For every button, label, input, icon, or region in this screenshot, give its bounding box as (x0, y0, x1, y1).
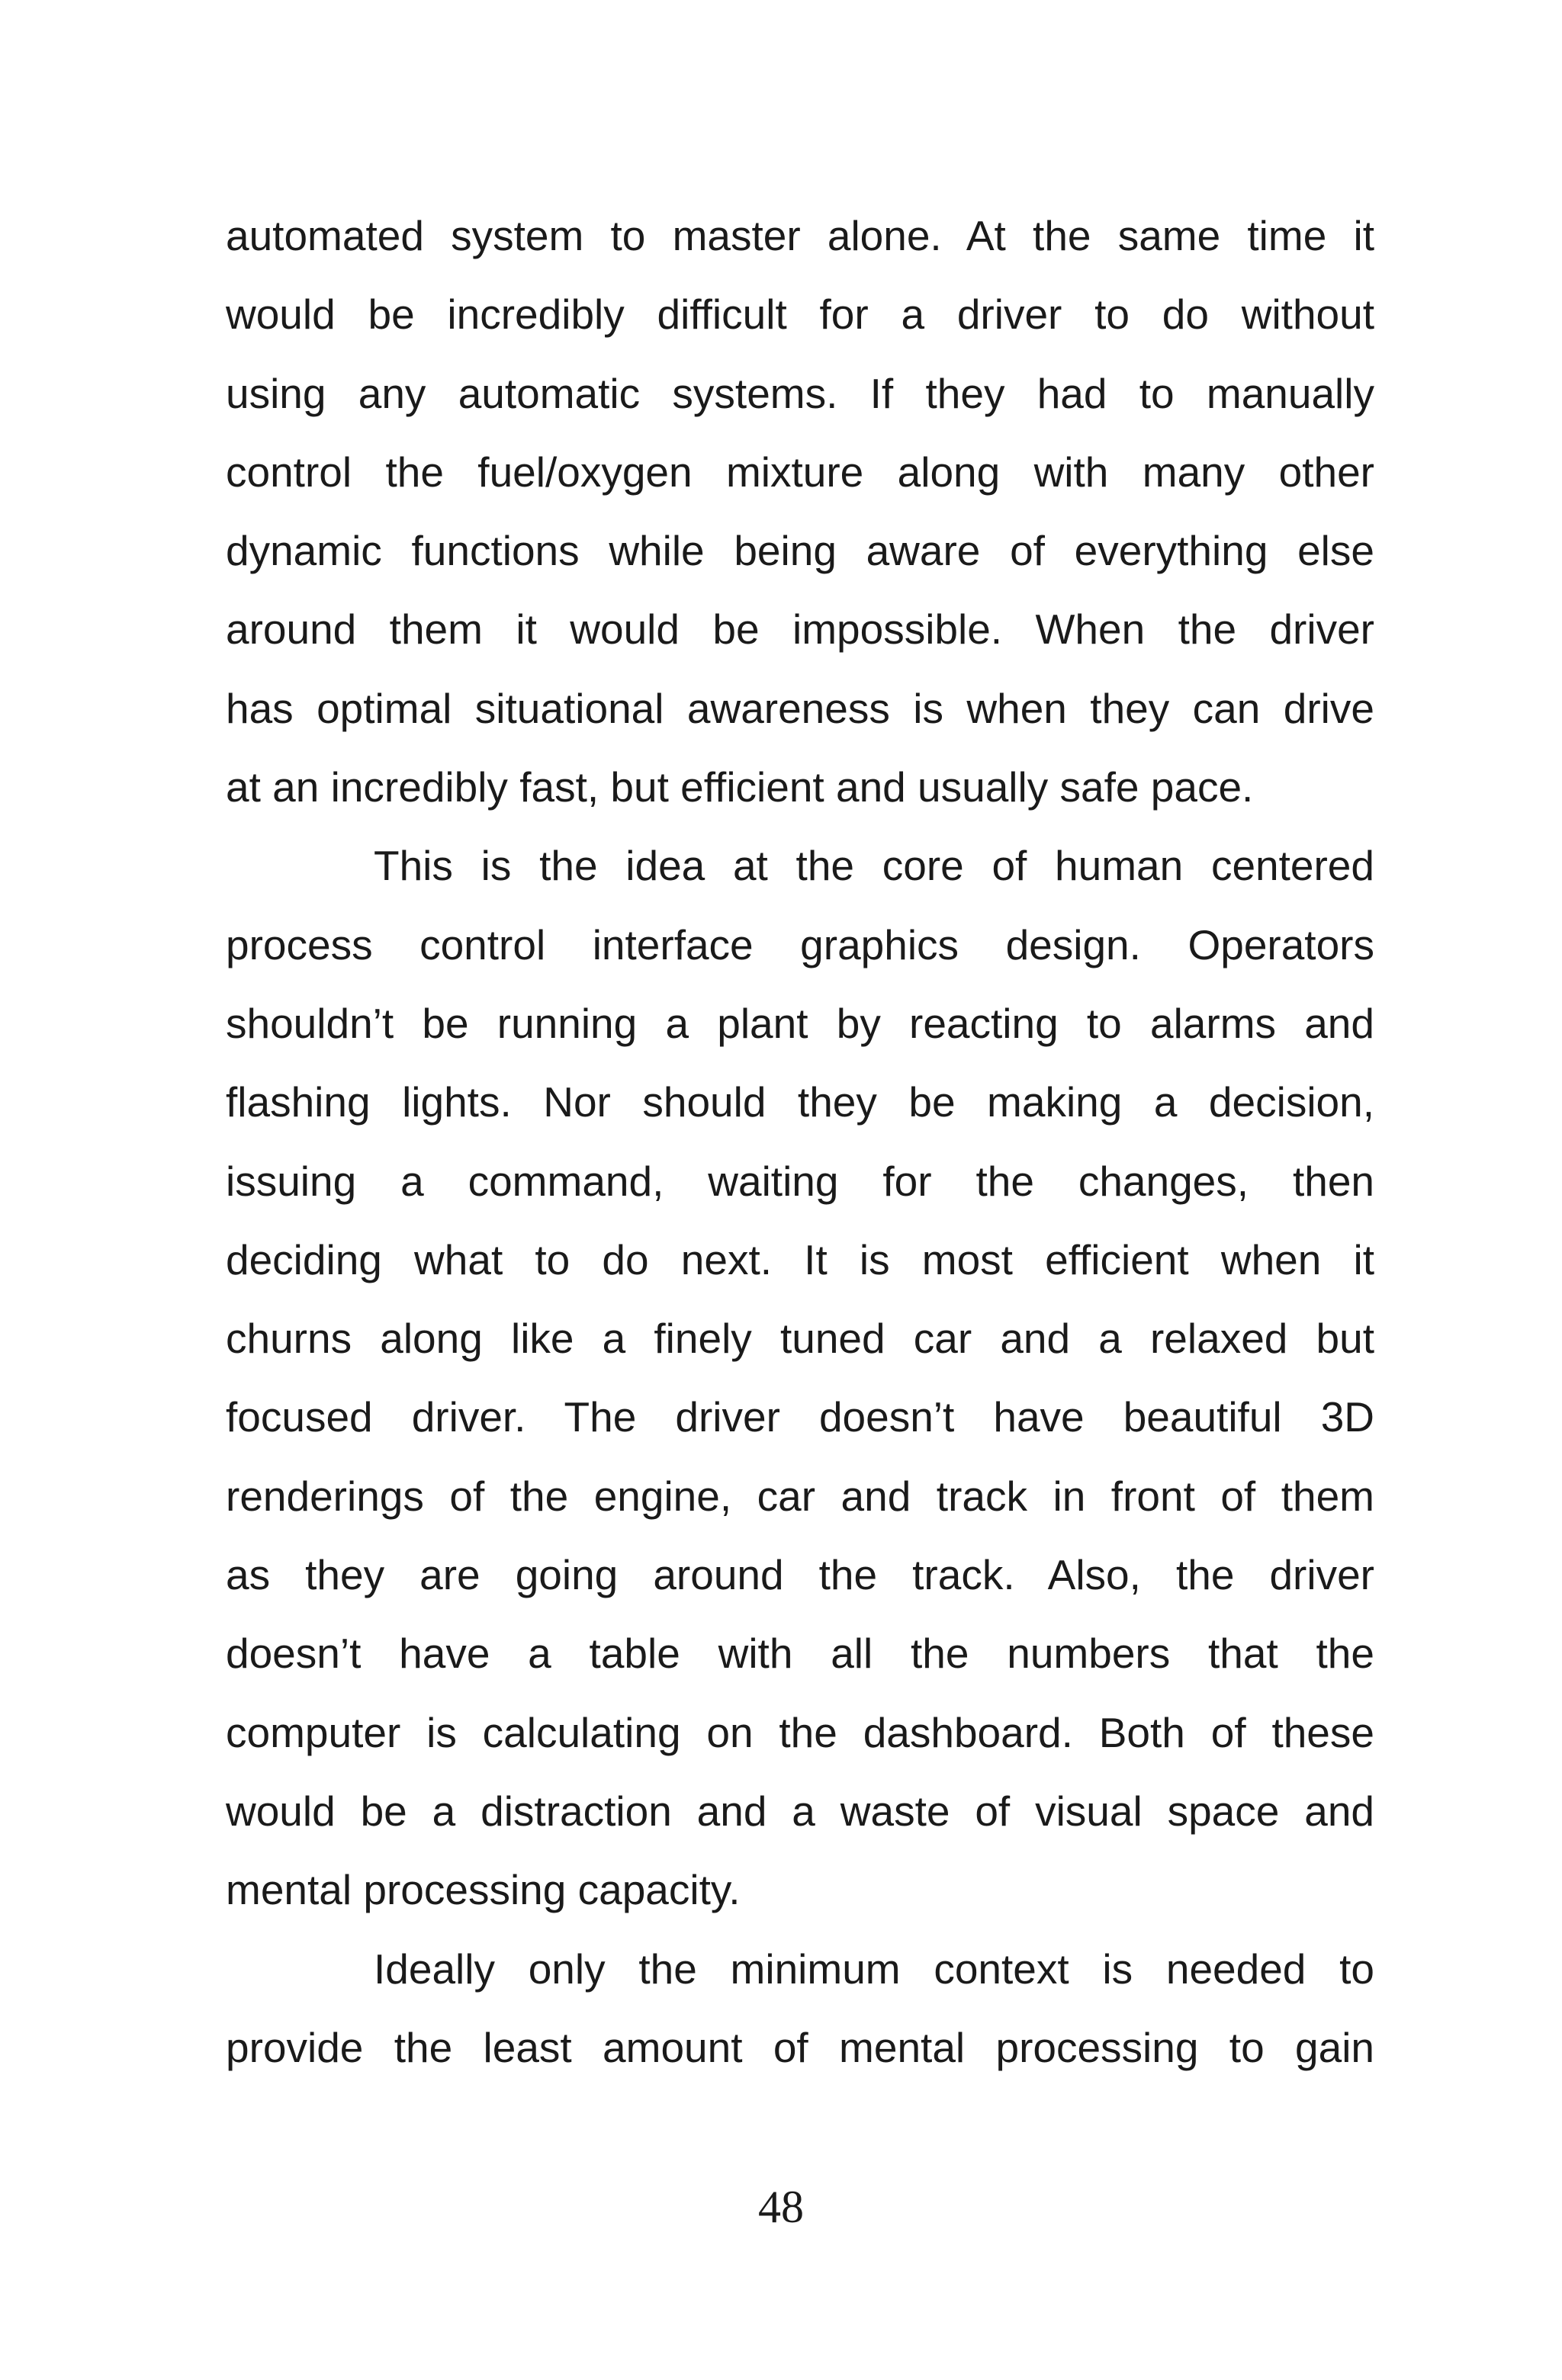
text-line: Ideally only the minimum context is needed to (374, 1945, 1374, 1993)
text-line: This is the idea at the core of human centered (374, 842, 1374, 890)
body-text (226, 197, 1374, 2087)
text-line: control the fuel/oxygen mixture along with many other (226, 448, 1374, 496)
text-line: provide the least amount of mental processing to gain (226, 2023, 1374, 2071)
text-line: around them it would be impossible. When the driver (226, 605, 1374, 654)
text-line: shouldn’t be running a plant by reacting to alarms and (226, 999, 1374, 1047)
text-line: focused driver. The driver doesn’t have beautiful 3D (226, 1393, 1374, 1441)
text-line: has optimal situational awareness is when they can drive (226, 684, 1374, 732)
text-line: dynamic functions while being aware of everything else (226, 527, 1374, 575)
text-line: mental processing capacity. (226, 1866, 741, 1914)
page-number: 48 (758, 2182, 804, 2232)
text-line: computer is calculating on the dashboard. Both of these (226, 1708, 1374, 1756)
text-line: deciding what to do next. It is most efficient when it (226, 1235, 1374, 1283)
text-line: at an incredibly fast, but efficient and usually safe pace. (226, 763, 1254, 811)
text-line: flashing lights. Nor should they be making a decision, (226, 1078, 1374, 1126)
text-line: doesn’t have a table with all the numbers that the (226, 1630, 1374, 1678)
text-line: renderings of the engine, car and track in front of them (226, 1472, 1374, 1520)
text-line: as they are going around the track. Also, the driver (226, 1551, 1374, 1599)
text-line: automated system to master alone. At the same time it (226, 212, 1374, 259)
text-line: process control interface graphics design. Operators (226, 920, 1374, 968)
text-line: churns along like a finely tuned car and a relaxed but (226, 1315, 1374, 1363)
text-line: using any automatic systems. If they had to manually (226, 369, 1374, 417)
text-line: would be incredibly difficult for a driver to do without (226, 291, 1374, 339)
text-line: issuing a command, waiting for the changes, then (226, 1157, 1374, 1205)
text-line: would be a distraction and a waste of visual space and (226, 1787, 1374, 1835)
